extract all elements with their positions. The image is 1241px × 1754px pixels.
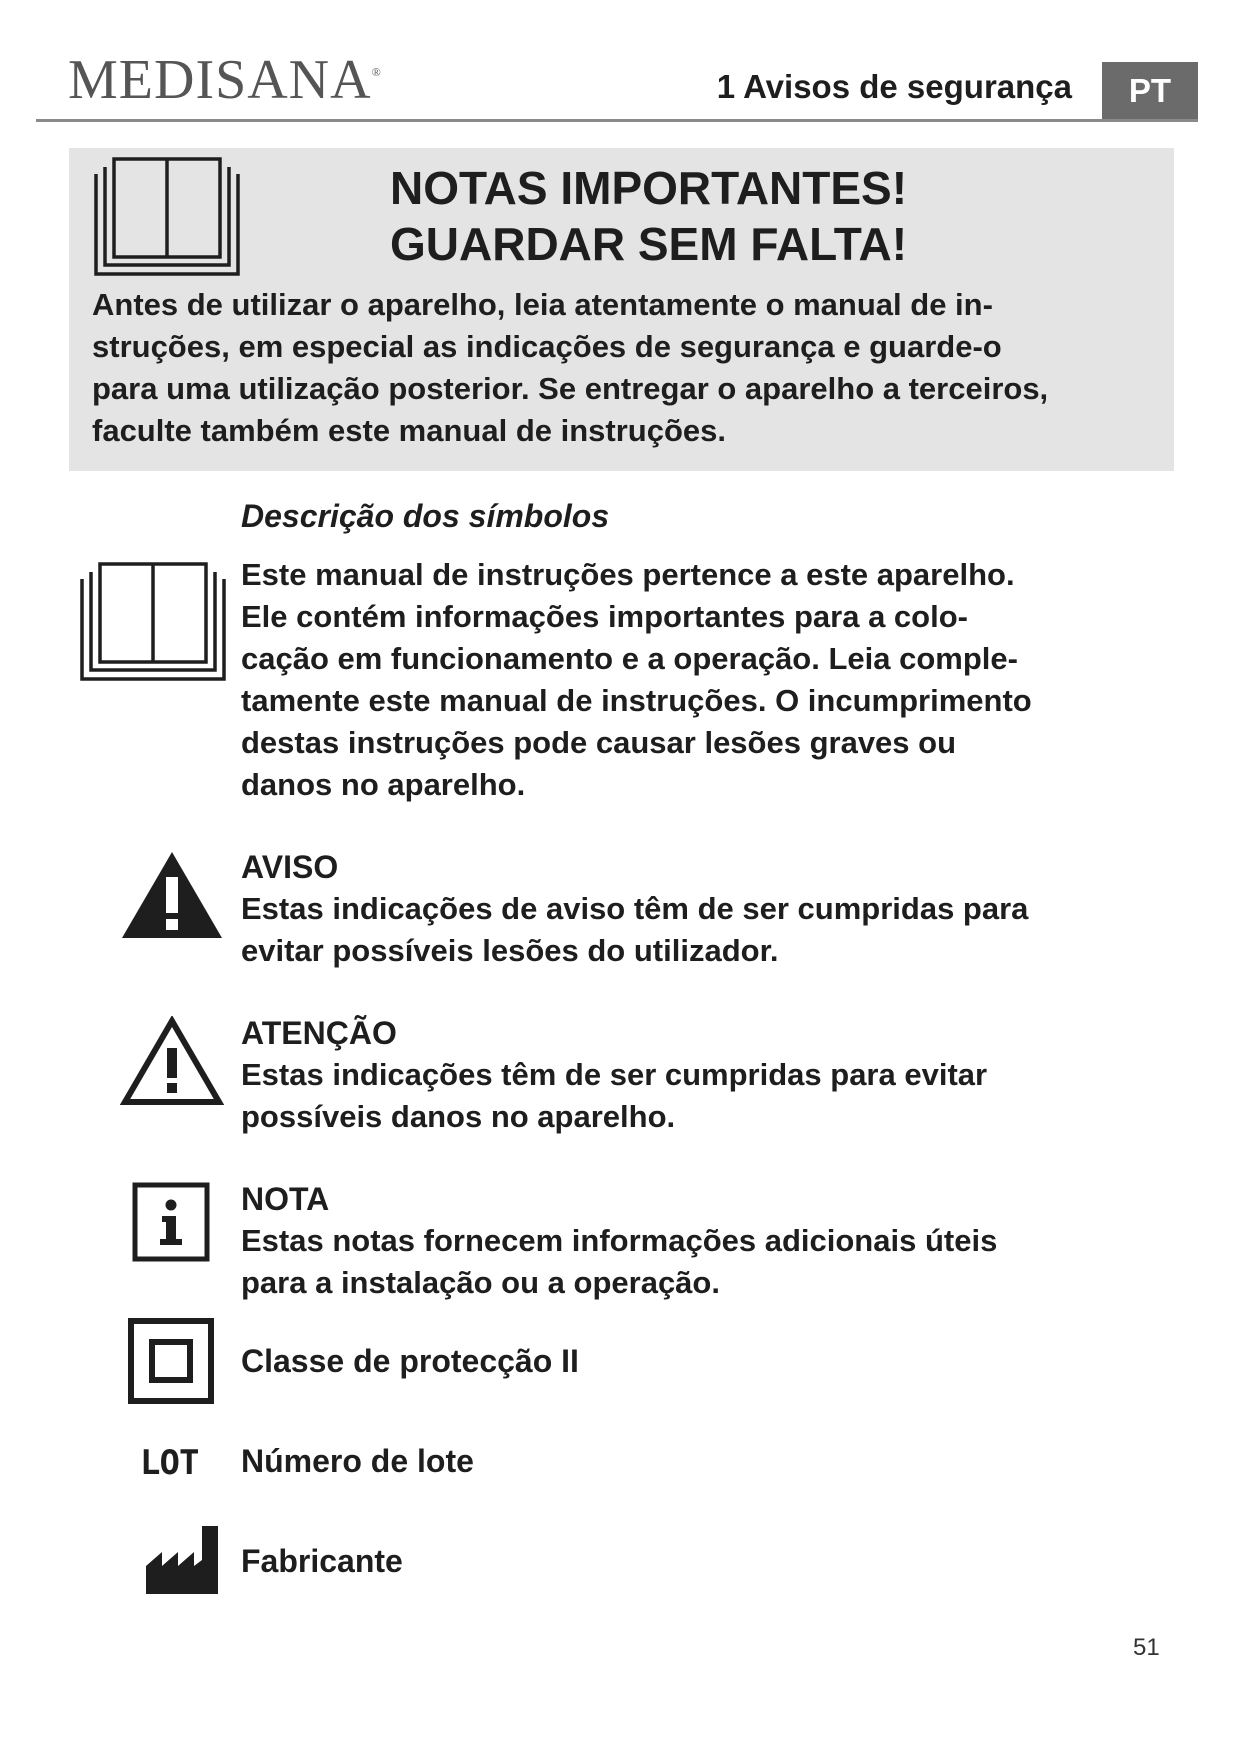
lot-number-label: Número de lote [241, 1443, 474, 1479]
double-square-icon [128, 1318, 214, 1404]
registered-mark: ® [371, 65, 382, 79]
description-line: danos no aparelho. [241, 767, 526, 802]
caution-label: ATENÇÃO [241, 1015, 397, 1051]
caution-description [241, 1054, 987, 1138]
section-title: 1 Avisos de segurança [716, 68, 1072, 105]
warning-description [241, 888, 1028, 972]
description-line: Ele contém informações importantes para a colo- [241, 599, 968, 634]
symbols-section-title: Descrição dos símbolos [241, 498, 610, 534]
description-line: possíveis danos no aparelho. [241, 1099, 676, 1134]
header-rule [36, 119, 1198, 122]
lot-icon: LOT [140, 1443, 199, 1483]
manufacturer-label: Fabricante [241, 1543, 403, 1579]
info-box-icon [132, 1182, 210, 1262]
open-book-icon [78, 560, 228, 682]
description-line: para a instalação ou a operação. [241, 1265, 720, 1300]
factory-icon [144, 1524, 220, 1596]
notice-heading [390, 160, 907, 272]
notice-body-line: Antes de utilizar o aparelho, leia atentamente o manual de in- [92, 287, 993, 322]
notice-heading-line: GUARDAR SEM FALTA! [390, 218, 908, 270]
notice-body [92, 284, 1172, 452]
description-line: cação em funcionamento e a operação. Leia comple- [241, 641, 1018, 676]
notice-body-line: struções, em especial as indicações de segurança e guarde-o [92, 329, 1002, 364]
description-line: Estas indicações de aviso têm de ser cumpridas para [241, 891, 1029, 926]
description-line: tamente este manual de instruções. O incumprimento [241, 683, 1032, 718]
note-label: NOTA [241, 1181, 330, 1217]
language-tab: PT [1102, 62, 1198, 120]
page-number: 51 [1133, 1634, 1160, 1661]
description-line: Estas indicações têm de ser cumpridas para evitar [241, 1057, 988, 1092]
description-line: destas instruções pode causar lesões graves ou [241, 725, 957, 760]
description-line: evitar possíveis lesões do utilizador. [241, 933, 779, 968]
open-book-icon [92, 155, 242, 277]
notice-body-line: faculte também este manual de instruções. [92, 413, 726, 448]
warning-outline-icon [120, 1016, 224, 1106]
warning-filled-icon [120, 850, 224, 940]
protection-class-label: Classe de protecção II [241, 1343, 579, 1379]
description-line: Estas notas fornecem informações adicionais úteis [241, 1223, 998, 1258]
note-description [241, 1220, 997, 1304]
notice-body-line: para uma utilização posterior. Se entregar o aparelho a terceiros, [92, 371, 1049, 406]
notice-heading-line: NOTAS IMPORTANTES! [390, 162, 908, 214]
warning-label: AVISO [241, 849, 339, 885]
description-line: Este manual de instruções pertence a este aparelho. [241, 557, 1015, 592]
manual-symbol-description [241, 554, 1032, 806]
medisana-logo: MEDISANA® [68, 49, 382, 111]
